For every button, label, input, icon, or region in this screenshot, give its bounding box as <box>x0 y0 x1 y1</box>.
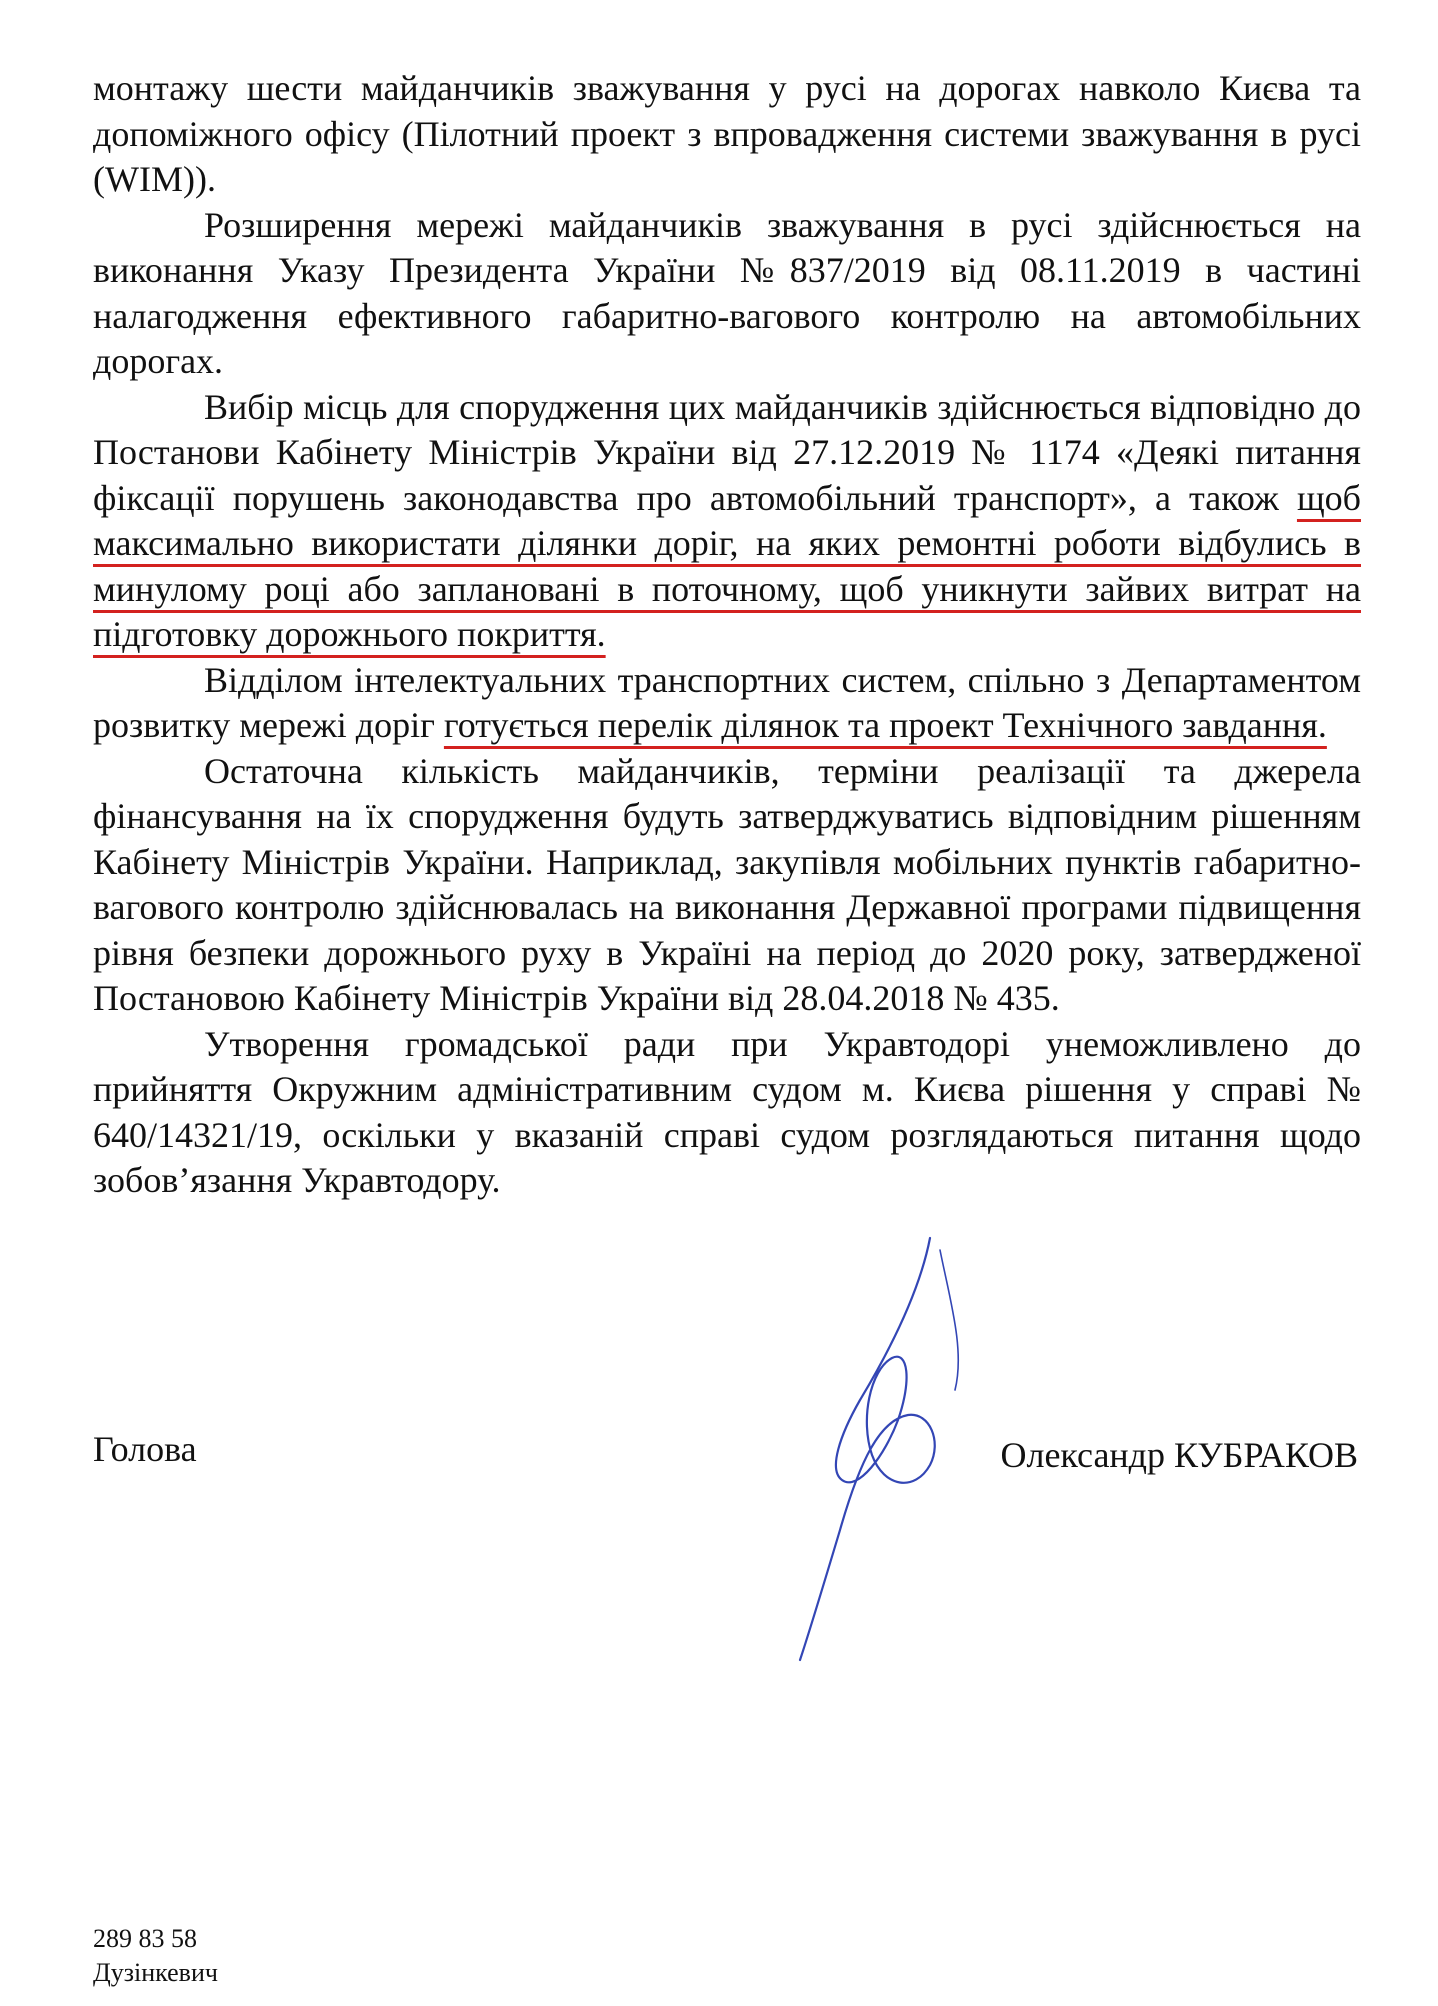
highlighted-text: щоб максимально використати ділянки доріг, на яких ремонтні роботи відбулись в минулому році або заплановані в поточному, щоб уникнути зайвих витрат на підготовку дорожнього покриття. <box>93 477 1361 654</box>
paragraph-text: Вибір місць для спорудження цих майданчиків здійснюється відповідно до Постанови Кабінету Міністрів України від 27.12.2019 № 1174 «Деякі питання фіксації порушень законодавства про автомобільний транспорт», а також <box>93 386 1361 518</box>
paragraph-public-council <box>93 1022 1361 1204</box>
paragraph-its-department <box>93 658 1361 749</box>
highlighted-text: готується перелік ділянок та проект Технічного завдання. <box>443 705 1327 745</box>
paragraph-text: Утворення громадської ради при Укравтодорі унеможливлено до прийняття Окружним адміністративним судом м. Києва рішення у справі № 640/14321/19, оскільки у вказаній справі судом розглядаються питання щодо зобов’язання Укравтодору. <box>93 1023 1361 1200</box>
paragraph-text: Остаточна кількість майданчиків, терміни реалізації та джерела фінансування на їх спорудження будуть затверджуватись відповідним рішенням Кабінету Міністрів України. Наприклад, закупівля мобільних пунктів габаритно-вагового контролю здійснювалась на виконання Державної програми підвищення рівня безпеки дорожнього руху в Україні на період до 2020 року, затвердженої Постановою Кабінету Міністрів України від 28.04.2018 № 435. <box>93 750 1361 1018</box>
paragraph-site-selection <box>93 385 1361 658</box>
footer-executor <box>93 1922 218 1990</box>
paragraph-text: Розширення мережі майданчиків зважування в русі здійснюється на виконання Указу Президента України №837/2019 від 08.11.2019 в частині налагодження ефективного габаритно-вагового контролю на автомобільних дорогах. <box>93 204 1361 381</box>
paragraph-text: монтажу шести майданчиків зважування у русі на дорогах навколо Києва та допоміжного офісу (Пілотний проект з впровадження системи зважування в русі (WIM)). <box>93 68 1361 199</box>
paragraph-wim-pilot <box>93 66 1361 203</box>
executor-name: Дузінкевич <box>93 1958 218 1987</box>
executor-phone: 289 83 58 <box>93 1924 197 1953</box>
paragraph-text: Відділом інтелектуальних транспортних систем, спільно з Департаментом розвитку мережі доріг <box>93 659 1361 745</box>
paragraph-network-expansion <box>93 203 1361 385</box>
paragraph-funding <box>93 749 1361 1022</box>
signer-position: Голова <box>93 1429 197 1469</box>
letter-body <box>93 66 1361 1204</box>
signer-name: Олександр КУБРАКОВ <box>1000 1435 1358 1475</box>
